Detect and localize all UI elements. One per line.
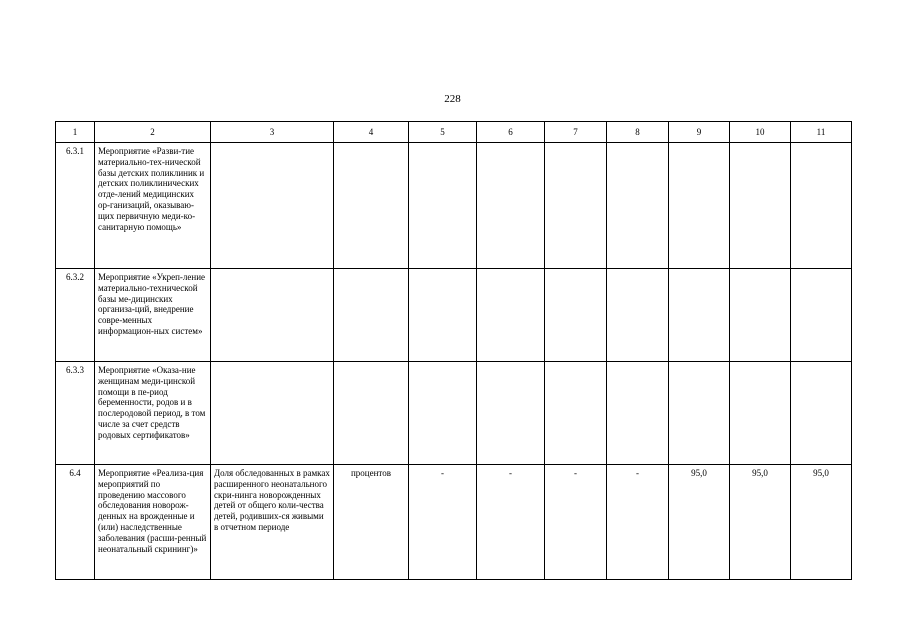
value-cell-5	[409, 143, 477, 269]
value-cell-8: -	[607, 465, 669, 580]
unit-cell	[334, 362, 409, 465]
col-header-7: 7	[545, 122, 607, 143]
value-cell-7: -	[545, 465, 607, 580]
table-row	[56, 269, 852, 362]
value-cell-5	[409, 362, 477, 465]
value-cell-9: 95,0	[669, 465, 730, 580]
value-cell-6	[477, 362, 545, 465]
program-table	[55, 121, 852, 580]
value-cell-10	[730, 269, 791, 362]
value-cell-7	[545, 362, 607, 465]
measure-name: Мероприятие «Оказа-ние женщинам меди-цинской помощи в пе-риод беременности, родов и в послеродовой период, в том числе за счет средств родовых сертификатов»	[95, 362, 211, 465]
value-cell-11: 95,0	[791, 465, 852, 580]
col-header-5: 5	[409, 122, 477, 143]
col-header-10: 10	[730, 122, 791, 143]
value-cell-10	[730, 143, 791, 269]
col-header-2: 2	[95, 122, 211, 143]
measure-name: Мероприятие «Укреп-ление материально-технической базы ме-дицинских организа-ций, внедрение совре-менных информацион-ных систем»	[95, 269, 211, 362]
table-row	[56, 143, 852, 269]
row-number: 6.3.2	[56, 269, 95, 362]
value-cell-7	[545, 269, 607, 362]
col-header-6: 6	[477, 122, 545, 143]
page-number: 228	[444, 93, 461, 105]
unit-cell: процентов	[334, 465, 409, 580]
row-number: 6.3.3	[56, 362, 95, 465]
value-cell-8	[607, 143, 669, 269]
value-cell-9	[669, 362, 730, 465]
value-cell-11	[791, 362, 852, 465]
table-row	[56, 362, 852, 465]
value-cell-8	[607, 269, 669, 362]
header-row	[56, 122, 852, 143]
col-header-9: 9	[669, 122, 730, 143]
value-cell-9	[669, 269, 730, 362]
indicator-name: Доля обследованных в рамках расширенного неонатального скри-нинга новорожденных детей от общего коли-чества детей, родивших-ся живыми в отчетном периоде	[211, 465, 334, 580]
value-cell-9	[669, 143, 730, 269]
unit-cell	[334, 269, 409, 362]
row-number: 6.4	[56, 465, 95, 580]
value-cell-7	[545, 143, 607, 269]
value-cell-10: 95,0	[730, 465, 791, 580]
value-cell-10	[730, 362, 791, 465]
value-cell-6	[477, 143, 545, 269]
value-cell-5: -	[409, 465, 477, 580]
value-cell-11	[791, 143, 852, 269]
col-header-8: 8	[607, 122, 669, 143]
value-cell-11	[791, 269, 852, 362]
row-number: 6.3.1	[56, 143, 95, 269]
indicator-name	[211, 269, 334, 362]
table-row	[56, 465, 852, 580]
indicator-name	[211, 362, 334, 465]
col-header-3: 3	[211, 122, 334, 143]
col-header-1: 1	[56, 122, 95, 143]
value-cell-6: -	[477, 465, 545, 580]
value-cell-8	[607, 362, 669, 465]
col-header-11: 11	[791, 122, 852, 143]
measure-name: Мероприятие «Разви-тие материально-тех-нической базы детских поликлиник и детских поликлинических отде-лений медицинских ор-ганизаций, оказываю-щих первичную меди-ко-санитарную помощь»	[95, 143, 211, 269]
value-cell-6	[477, 269, 545, 362]
measure-name: Мероприятие «Реализа-ция мероприятий по проведению массового обследования новорож-денных на врожденные и (или) наследственные заболевания (расши-ренный неонатальный скрининг)»	[95, 465, 211, 580]
unit-cell	[334, 143, 409, 269]
value-cell-5	[409, 269, 477, 362]
col-header-4: 4	[334, 122, 409, 143]
indicator-name	[211, 143, 334, 269]
